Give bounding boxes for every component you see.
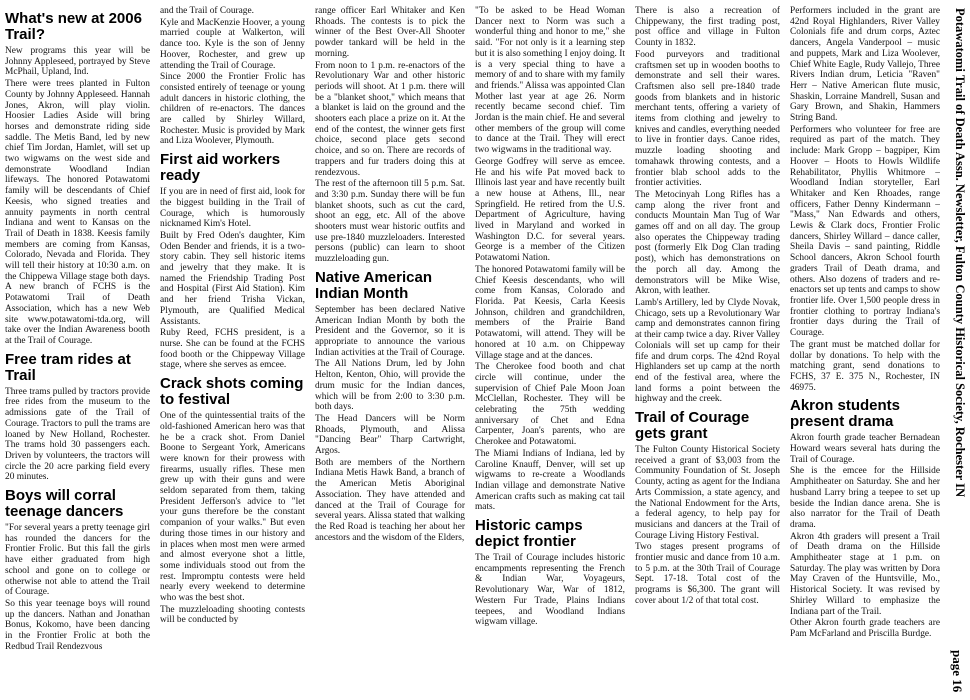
article-paragraph: Food purveyors and traditional craftsmen set up in wooden booths to demonstrate and sell their wares. Craftsmen also sell pre-1840 trade goods from blankets and in historic merchant tents, offering a variety of items from clothing and jewelry to knives and candles, everything needed to live in frontier days. Canoe rides, muzzle loading shooting and tomahawk throwing contests, and a frontier blab school adds to the frontier activities. <box>635 49 780 189</box>
article-paragraph: There were trees planted in Fulton County by Johnny Appleseed. Hannah Jones, Akron, will play violin. Hoosier Ladies Aside will bring horses and demonstrate riding side saddle. The Metis Band, led by new chief Tim Jordan, Hamlet, will set up two wigwams on the west side and demonstrate Woodland Indian lifeways. The honored Potawatomi family will be descendants of Chief Keesis, who signed treaties and annuity payments in north central Indiana and went to Kansas on the Trail of Death in 1838. Keesis family members are coming from Kansas, Colorado, Nevada and Florida. They will tell their history at 10:30 a.m. on the Chippewa Village stage both days. A new branch of FCHS is the Potawatomi Trail of Death Association, which has a new Web site www.potawatomi-tda.org, will take over the Indian Awareness booth at the Trail of Courage. <box>5 79 150 346</box>
article-paragraph: Since 2000 the Frontier Frolic has consisted entirely of teenage or young adult dancers in historic clothing, the children of re-enactors. The dances are called by Shirley Willard, Rochester. Music is provided by Mark and Liza Woolever, Plymouth. <box>160 72 305 147</box>
article-paragraph: There is also a recreation of Chippewany, the first trading post, post office and village in Fulton County in 1832. <box>635 6 780 49</box>
article-paragraph: Built by Fred Oden's daughter, Kim Oden Bender and friends, it is a two-story cabin. They sell historic items and jewelry that they make. It is named the Friendship Trading Post and Hospital (First Aid Station). Kim and her friend Trisha Vickan, Plymouth, are Qualified Medical Assistants. <box>160 230 305 327</box>
article-paragraph: The rest of the afternoon till 5 p.m. Sat. and 3:30 p.m. Sunday there will be fun blanket shoots, such as cut the card, shoot an egg, etc. All of the above shooters must wear historic outfits and use pre-1840 muzzleloaders. Interested persons (public) can learn to shoot muzzleloading gun. <box>315 179 465 265</box>
article-paragraph: The muzzleloading shooting contests will be conducted by <box>160 604 305 626</box>
article-headline: Crack shots coming to festival <box>160 375 304 409</box>
article-headline: Free tram rides at Trail <box>5 350 131 384</box>
article-paragraph: Kyle and MacKenzie Hoover, a young married couple at Walkerton, will dance too. Kyle is the son of Jenny Hoover, Rochester, and grew up attending the Trail of Courage. <box>160 17 305 71</box>
article-headline: What's new at 2006 Trail? <box>5 10 142 43</box>
article-paragraph: The Head Dancers will be Norm Rhoads, Plymouth, and Alissa "Dancing Bear" Tharp Cartwright, Argos. <box>315 413 465 457</box>
article-paragraph: range officer Earl Whitaker and Ken Rhoads. The contests is to pick the winner of the Best Over-All Shooter powder tankard will be held in the morning. <box>315 6 465 59</box>
article-paragraph: George Godfrey will serve as emcee. He and his wife Pat moved back to Illinois last year and have recently built a new house at Athens, Ill., near Springfield. He retired from the U.S. Department of Agriculture, having lived in Maryland and worked in Washington D.C. for several years. George is a member of the Citizen Potawatomi Nation. <box>475 156 625 264</box>
article-paragraph: Three trams pulled by tractors provide free rides from the museum to the admissions gate of the Trail of Courage. Tractors to pull the trams are loaned by New Holland, Rochester. The trams hold 30 passengers each. Driven by volunteers, the tractors will circle the 20 acre parking field every 20 minutes. <box>5 386 150 483</box>
article-headline: Native American Indian Month <box>315 268 432 302</box>
article-headline: Boys will corral teenage dancers <box>5 487 124 521</box>
article-paragraph: Performers included in the grant are 42nd Royal Highlanders, River Valley Colonials fife and drum corps, Aztec dancers, Angela Vanderpool – music and puppets, Mark and Liza Woolever, Chief White Eagle, Rudy Vallejo, Three Rivers Indian drum, Leticia "Raven" Herr – Native American flute music, Shaskin, Lorraine Mandrell, Susan and Gary Brown, and Shakin, Hammers String Band. <box>790 6 940 124</box>
article-paragraph: The Fulton County Historical Society received a grant of $3,003 from the Community Foundation of St. Joseph County, acting as agent for the Indiana Arts Commission, a state agency, and the National Endowment for the Arts, a federal agency, to help pay for musicians and dancers at the Trail of Courage Living History Festival. <box>635 445 780 541</box>
article-headline: Historic camps depict frontier <box>475 517 583 551</box>
article-paragraph: Lamb's Artillery, led by Clyde Novak, Chicago, sets up a Revolutionary War camp and demonstrates cannon firing at their camp twice a day. River Valley Colonials will set up camp for their fife and drum corps. The 42nd Royal Highlanders set up camp at the north end of the festival area, where the land forms a point between the highway and the creek. <box>635 297 780 405</box>
article-paragraph: The Miami Indians of Indiana, led by Caroline Knauff, Denver, will set up wigwams to re-create a Woodlands Indian village and demonstrate Native American crafts such as making cat tail mats. <box>475 448 625 513</box>
article-headline: Akron students present drama <box>790 397 901 431</box>
article-paragraph: Two stages present programs of frontier music and dance from 10 a.m. to 5 p.m. at the 30th Trail of Courage Sept. 17-18. Total cost of the programs is $6,300. The grant will cover about 1/2 of that total cost. <box>635 542 780 606</box>
article-paragraph: If you are in need of first aid, look for the biggest building in the Trail of Courage, which is humorously nicknamed Kim's Hotel. <box>160 187 305 230</box>
column-6 <box>785 6 945 696</box>
column-2 <box>155 6 310 696</box>
article-paragraph: Both are members of the Northern Indiana Metis Hawk Band, a branch of the American Metis Aboriginal Association. They have attended and danced at the Trail of Courage for several years. Alissa stated that walking the Red Road is teaching her about her ancestors and the wisdom of the Elders, <box>315 457 465 543</box>
article-paragraph: Akron 4th graders will present a Trail of Death drama on the Hillside Amphitheater stage at 1 p.m. on Saturday. The play was written by Dora May Craven of the Huntsville, Mo., Historical Society. It was revised by Shirley Willard to emphasize the Indiana part of the Trail. <box>790 531 940 617</box>
article-paragraph: The grant must be matched dollar for dollar by donations. To help with the matching grant, send donations to FCHS, 37 E. 375 N., Rochester, IN 46975. <box>790 339 940 393</box>
column-5 <box>630 6 785 696</box>
article-paragraph: The All Nations Drum, led by John Helton, Kenton, Ohio, will provide the drum music for the Indian dances, which will be from 2:00 to 3:30 p.m. both days. <box>315 359 465 413</box>
article-paragraph: One of the quintessential traits of the old-fashioned American hero was that he be a crack shot. From Daniel Boone to Sergeant York, Americans were known for their prowess with firearms, usually rifles. These men grew up with their guns and were seldom separated from them, taking President Jefferson's advice to "let your guns therefore be the constant companion of your walks." But even during those times in our history and in places when most men were armed and almost everyone shot a little, some individuals stood out from the rest. Impromptu contests were held nearly every weekend to determine who was the best shot. <box>160 411 305 604</box>
article-paragraph: Ruby Reed, FCHS president, is a nurse. She can be found at the FCHS food booth or the Chippeway Village stage, where she serves as emcee. <box>160 328 305 371</box>
column-1 <box>0 6 155 696</box>
sidebar <box>945 0 970 700</box>
article-headline: Trail of Courage gets grant <box>635 409 750 443</box>
article-paragraph: New programs this year will be Johnny Appleseed, portrayed by Steve McPhail, Upland, Ind. <box>5 46 150 78</box>
article-paragraph: The Trail of Courage includes historic encampments representing the French & Indian War, Voyageurs, Revolutionary War, War of 1812, Western Fur Trade, Plains Indians teepees, and Woodland Indians wigwam village. <box>475 553 625 628</box>
newsletter-title: Potawatomi Trail of Death Assn. Newsletter, Fulton County Historical Society, Rochester IN <box>953 8 967 498</box>
article-paragraph: The Metocinyah Long Rifles has a camp along the river front and conducts Mountain Man Tug of War games off and on all day. The group also operates the Chippeway trading post (formerly Elk Dog Clan trading post), which has demonstrations on the porch all day. Among the demonstrators will be Mike Wise, Akron, with leather. <box>635 189 780 297</box>
article-paragraph: Akron fourth grade teacher Bernadean Howard wears several hats during the Trail of Courage. <box>790 433 940 465</box>
article-paragraph: The Cherokee food booth and chat circle will continue, under the supervision of Chief Pale Moon Joan McClellan, Rochester. They will be celebrating the 75th wedding anniversary of Chet and Edna Carpenter, Joan's parents, who are Cherokee and Potawatomi. <box>475 362 625 448</box>
article-paragraph: "For several years a pretty teenage girl has rounded the dancers for the Frontier Frolic. But this fall the girls have either graduated from high school and gone on to college or otherwise not able to attend the Trail of Courage. <box>5 523 150 598</box>
article-paragraph: "To be asked to be Head Woman Dancer next to Norm was such a wonderful thing and honor to me," she said. "For not only is it a learning step but it is also something I enjoy doing. It is a very special thing to have a memory of and to share with my family and friends." Alissa was appointed Clan Mother last year at age 26. Norm recently became second chief. Tim Jordan is the main chief. He and several other members of the group will come to dance at the Trail. They will erect two wigwams in the traditional way. <box>475 6 625 156</box>
column-3 <box>310 6 470 696</box>
article-paragraph: From noon to 1 p.m. re-enactors of the Revolutionary War and other historic periods will shoot. At 1 p.m. there will be a "blanket shoot," which means that a blanket is laid on the ground and the shooters each place a prize on it. At the end of the contest, the winner gets first choice, second place gets second choice, and so on. There are records of trappers and fur traders doing this at rendezvous. <box>315 60 465 178</box>
article-paragraph: So this year teenage boys will round up the dancers. Nathan and Jonathan Bonus, Kokomo, have been dancing in the Frontier Frolic at both the Redbud Trail Rendezvous <box>5 598 150 652</box>
article-paragraph: Other Akron fourth grade teachers are Pam McFarland and Priscilla Burdge. <box>790 618 940 639</box>
article-paragraph: and the Trail of Courage. <box>160 6 254 16</box>
article-paragraph: The honored Potawatomi family will be Chief Keesis descendants, who will come from Kansas, Colorado and Florida. Pat Keesis, Carla Keesis Johnson, children and grandchildren, members of the Prairie Band Potawatomi, will attend. They will be honored at 10 a.m. on Chippeway Village stage and at the dances. <box>475 264 625 361</box>
article-headline: First aid workers ready <box>160 151 281 185</box>
article-paragraph: September has been declared Native American Indian Month by both the President and the Governor, so it is appropriate to announce the various Indian activities at the Trail of Courage. <box>315 304 465 358</box>
page-number: page 16 <box>950 649 965 692</box>
article-paragraph: She is the emcee for the Hillside Amphitheater on Saturday. She and her husband Larry bring a teepee to set up beside the Indian dance arena. She is also narrator for the Trail of Death drama. <box>790 466 940 530</box>
article-paragraph: Performers who volunteer for free are required as part of the match. They include: Mark Gropp – bagpiper, Kim Hoover – Hoots to Howls Wildlife Rehabilitator, Phyllis Whitmore – Woodland Indian storyteller, Earl Whitaker and Ken Rhoades, range officers, Father Denny Kindermann – "Mass," Nan Edwards and others, Lewis & Clark docs, Frontier Frolic dancers, Shirley Willard – dance caller, Sheila Davis – sand painting, Riddle School dancers, Akron School fourth graders Trail of Death drama, and others. Also dozens of traders and re-enactors set up tents and camps to show frontier life. Over 1,500 people dress in frontier clothing to portray Indiana's frontier days during the Trail of Courage. <box>790 124 940 339</box>
column-4 <box>470 6 630 696</box>
